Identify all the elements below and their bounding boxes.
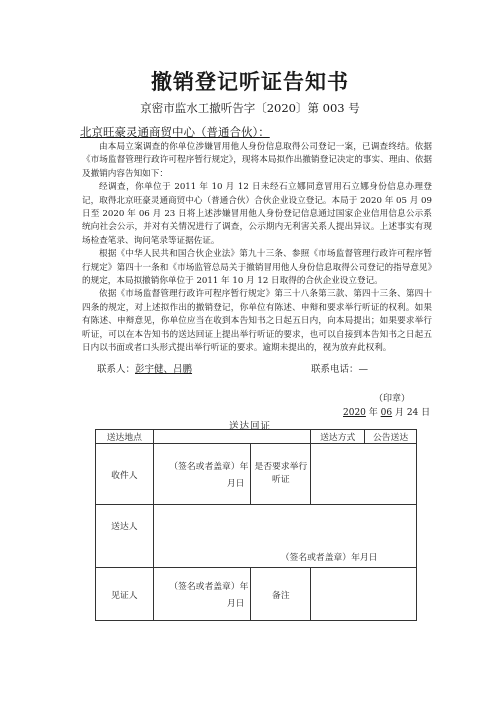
server-label: 送达人 bbox=[96, 505, 154, 568]
contact-persons-value: 彭宇健、吕鹏 bbox=[135, 364, 193, 375]
receipt-row-address bbox=[96, 430, 417, 444]
method-label: 送达方式 bbox=[311, 430, 365, 444]
date-year-suffix: 年 bbox=[365, 408, 381, 418]
remarks-value bbox=[311, 568, 417, 621]
seal-placeholder: （印章） bbox=[374, 394, 411, 404]
witness-sign-date: 月日 bbox=[226, 599, 245, 609]
contact-phone bbox=[311, 361, 368, 375]
contact-persons bbox=[97, 361, 192, 375]
date-month-suffix: 月 24 日 bbox=[392, 408, 431, 418]
notice-body bbox=[82, 141, 432, 356]
recipient-sign-note: （签名或者盖章）年 bbox=[169, 462, 249, 472]
paragraph-legal-basis: 根据《中华人民共和国合伙企业法》第九十三条、参照《市场监督管理行政许可程序暂行规定》第四十一条和《市场监管总局关于撤销冒用他人身份信息取得公司登记的指导意见》的规定，本局拟撤销你单位于 2011 年 10 月 12 日取得的合伙企业设立登记。 bbox=[82, 249, 432, 287]
recipient-label: 收件人 bbox=[96, 444, 154, 505]
receipt-title: 送达回证 bbox=[228, 421, 271, 432]
method-value: 公告送达 bbox=[365, 430, 417, 444]
service-receipt-table bbox=[95, 429, 417, 621]
server-sign-note: （签名或者盖章）年月日 bbox=[153, 505, 416, 568]
receipt-row-witness bbox=[96, 568, 417, 621]
recipient-name: 北京旺豪灵通商贸中心（普通合伙）： bbox=[80, 125, 270, 139]
hearing-request-value bbox=[311, 444, 417, 505]
paragraph-facts: 经调查，你单位于 2011 年 10 月 12 日未经石立娜同意冒用石立娜身份信息办理登记，取得北京旺豪灵通商贸中心（普通合伙）合伙企业设立登记。本局于 2020 年 05 月 09 日至 2020 年 06 月 23 日将上述涉嫌冒用他人身份登记信息通过国家企业信用信息公示系统向社会公示，并对有关情况进行了调查，公示期内无利害关系人提出异议。上述事实有现场检查笔录、询问笔录等证据佐证。 bbox=[82, 182, 432, 246]
contact-persons-label: 联系人： bbox=[97, 364, 136, 375]
paragraph-case-summary: 由本局立案调查的你单位涉嫌冒用他人身份信息取得公司登记一案，已调查终结。依据《市场监督管理行政许可程序暂行规定》，现将本局拟作出撤销登记决定的事实、理由、依据及撤销内容告知如下： bbox=[82, 142, 432, 179]
receipt-row-server bbox=[96, 505, 417, 568]
contact-phone-value: — bbox=[358, 364, 369, 375]
notice-title: 撤销登记听证告知书 bbox=[151, 70, 349, 94]
paragraph-rights: 依据《市场监督管理行政许可程序暂行规定》第三十八条第三款、第四十三条、第四十四条的规定，对上述拟作出的撤销登记，你单位有陈述、申辩和要求举行听证的权利。如果有陈述、申辩意见，你单位应当在收到本告知书之日起五日内，向本局提出；如果要求举行听证，可以在本告知书的送达回证上提出举行听证的要求，也可以自接到本告知书之日起五日内以书面或者口头形式提出举行听证的要求。逾期未提出的，视为放弃此权利。 bbox=[82, 289, 432, 354]
recipient-sign-cell bbox=[153, 444, 251, 505]
witness-sign-cell bbox=[153, 568, 251, 621]
document-number: 京密市监水工撤听告字〔2020〕第 003 号 bbox=[140, 101, 360, 115]
date-year: 2020 bbox=[343, 408, 366, 418]
hearing-request-label: 是否要求举行听证 bbox=[251, 444, 311, 505]
witness-label: 见证人 bbox=[96, 568, 154, 621]
address-label: 送达地点 bbox=[96, 430, 154, 444]
witness-sign-note: （签名或者盖章）年 bbox=[169, 582, 249, 592]
issue-date bbox=[343, 405, 430, 418]
remarks-label: 备注 bbox=[251, 568, 311, 621]
recipient-sign-date: 月日 bbox=[226, 479, 245, 489]
date-month: 06 bbox=[380, 408, 393, 418]
address-value bbox=[153, 430, 311, 444]
receipt-row-recipient bbox=[96, 444, 417, 505]
contact-phone-label: 联系电话： bbox=[311, 364, 359, 375]
